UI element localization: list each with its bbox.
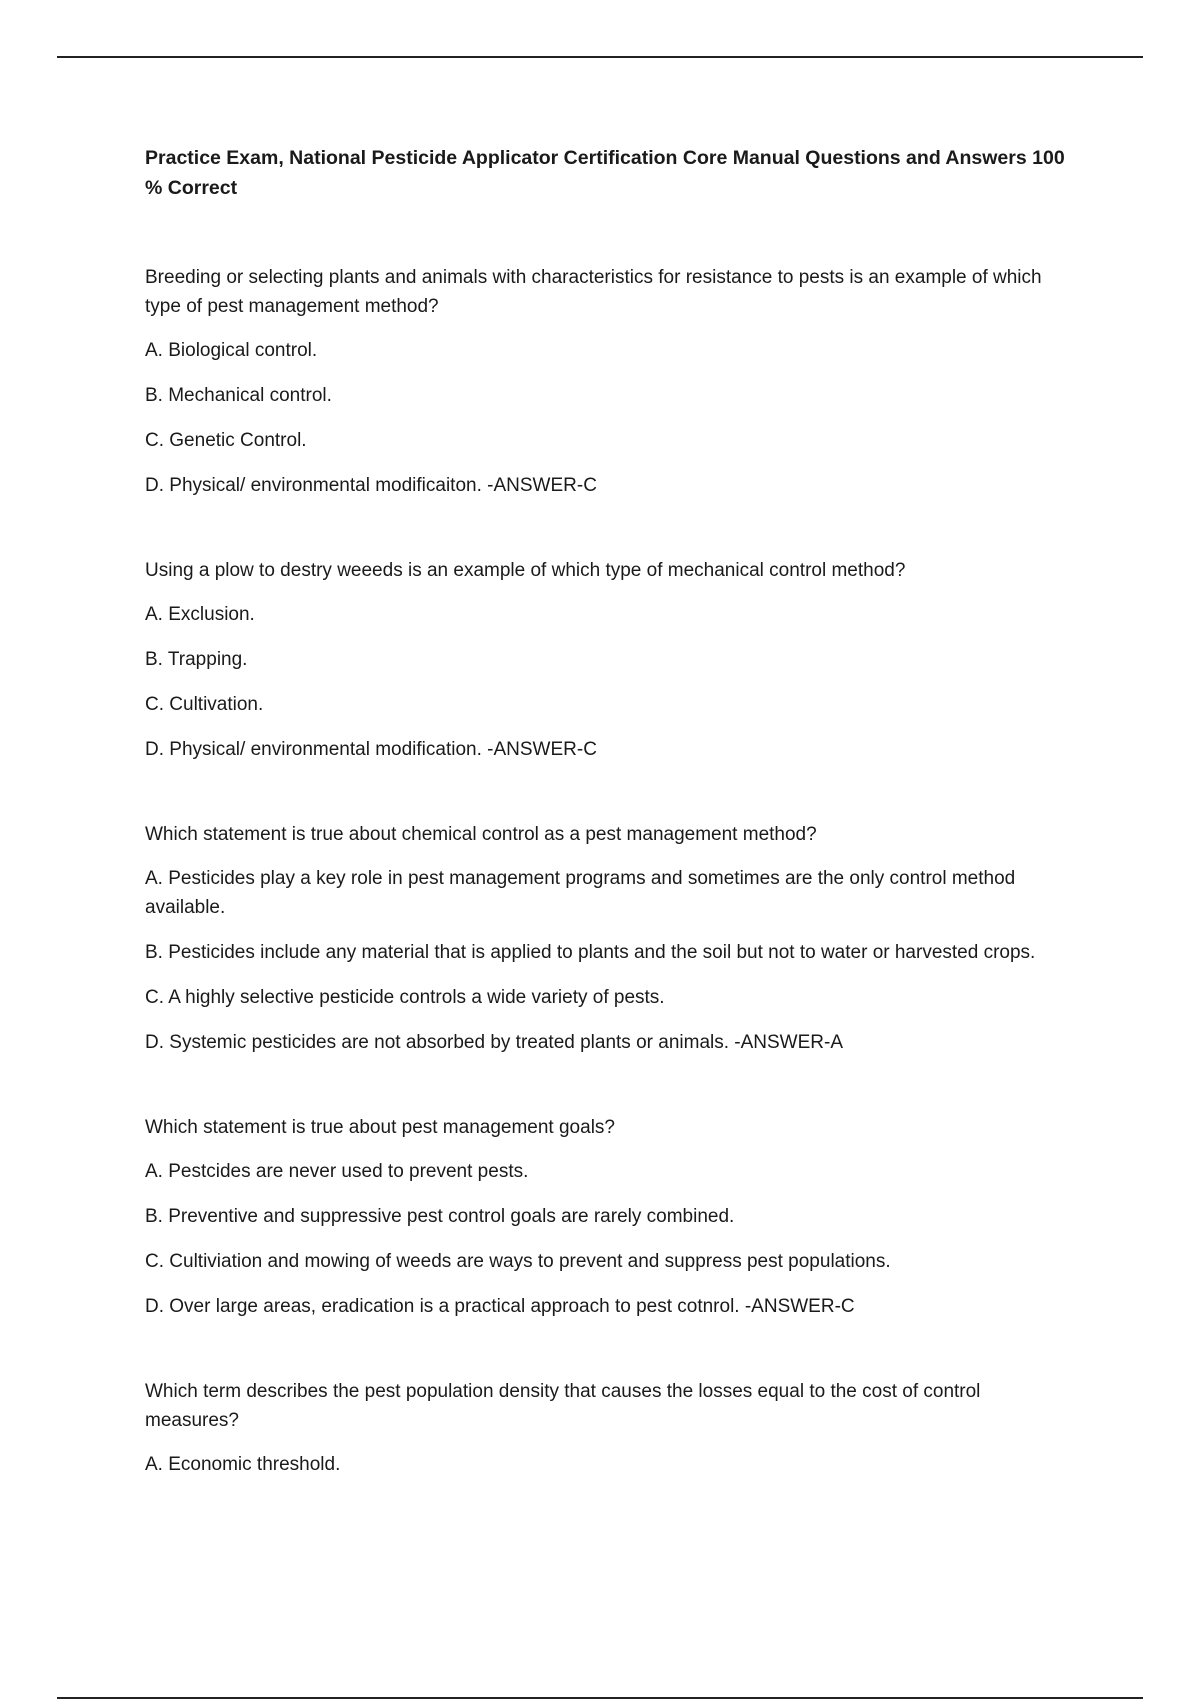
answer-option-a: A. Exclusion. (145, 604, 255, 625)
question-text: Which statement is true about pest management goals? (145, 1117, 615, 1138)
answer-option-a: A. Biological control. (145, 340, 318, 361)
document-body (145, 143, 1065, 1535)
question-1 (145, 263, 1065, 500)
footer-rule (57, 1697, 1143, 1699)
answer-option-c: C. Cultiviation and mowing of weeds are ways to prevent and suppress pest populations. (145, 1251, 891, 1272)
answer-option-c: C. Genetic Control. (145, 430, 307, 451)
answer-option-c: C. A highly selective pesticide controls a wide variety of pests. (145, 987, 665, 1008)
question-text: Using a plow to destry weeeds is an example of which type of mechanical control method? (145, 560, 906, 581)
question-2 (145, 556, 1065, 764)
answer-option-c: C. Cultivation. (145, 694, 264, 715)
question-5 (145, 1377, 1065, 1479)
answer-option-d: D. Systemic pesticides are not absorbed by treated plants or animals. -ANSWER-A (145, 1032, 844, 1053)
answer-option-a: A. Pestcides are never used to prevent pests. (145, 1161, 529, 1182)
answer-option-b: B. Trapping. (145, 649, 248, 670)
answer-option-b: B. Mechanical control. (145, 385, 332, 406)
answer-option-d: D. Physical/ environmental modification. -ANSWER-C (145, 739, 597, 760)
answer-option-a: A. Economic threshold. (145, 1454, 341, 1475)
document-title: Practice Exam, National Pesticide Applicator Certification Core Manual Questions and Answers 100 % Correct (145, 147, 1065, 199)
answer-option-a: A. Pesticides play a key role in pest management programs and sometimes are the only control method available. (145, 868, 1016, 918)
question-text: Breeding or selecting plants and animals with characteristics for resistance to pests is an example of which type of pest management method? (145, 267, 1042, 317)
answer-option-d: D. Over large areas, eradication is a practical approach to pest cotnrol. -ANSWER-C (145, 1296, 855, 1317)
question-4 (145, 1113, 1065, 1321)
question-3 (145, 820, 1065, 1057)
question-text: Which statement is true about chemical control as a pest management method? (145, 824, 817, 845)
answer-option-b: B. Pesticides include any material that is applied to plants and the soil but not to water or harvested crops. (145, 942, 1036, 963)
answer-option-d: D. Physical/ environmental modificaiton. -ANSWER-C (145, 475, 597, 496)
answer-option-b: B. Preventive and suppressive pest control goals are rarely combined. (145, 1206, 735, 1227)
header-rule (57, 56, 1143, 58)
question-text: Which term describes the pest population density that causes the losses equal to the cost of control measures? (145, 1381, 981, 1431)
